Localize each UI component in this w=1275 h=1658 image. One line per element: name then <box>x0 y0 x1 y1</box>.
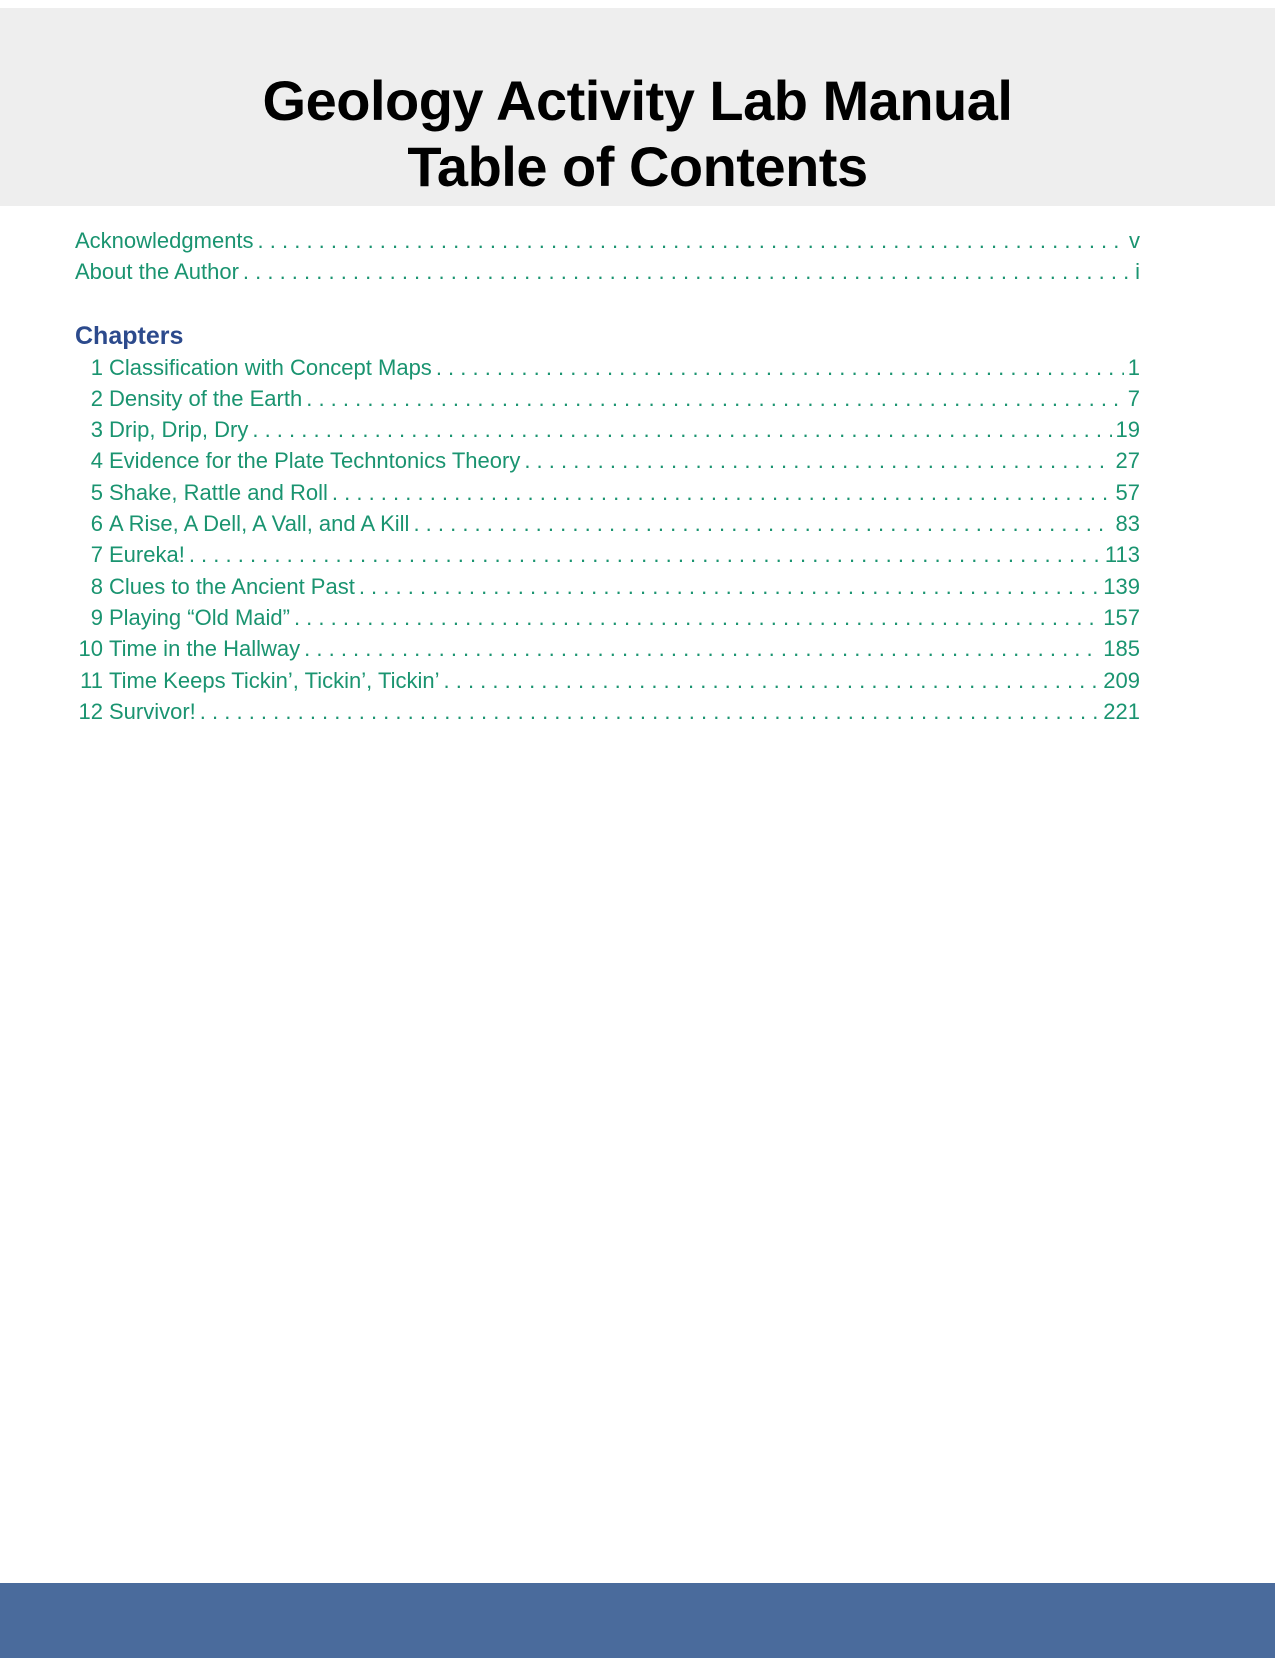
dot-leader <box>294 605 1099 631</box>
toc-entry-about-the-author[interactable] <box>75 259 1140 290</box>
dot-leader <box>359 574 1099 600</box>
chapters-heading: Chapters <box>75 321 184 350</box>
chapter-page: 27 <box>1115 448 1140 474</box>
dot-leader <box>258 228 1125 254</box>
toc-entry-label: About the Author <box>75 259 239 285</box>
chapter-title: Time Keeps Tickin’, Tickin’, Tickin’ <box>109 667 440 693</box>
toc-chapter-8[interactable] <box>75 574 1140 605</box>
chapter-number: 11 <box>80 667 103 693</box>
chapter-page: 1 <box>1127 354 1140 380</box>
chapter-number: 2 <box>90 385 103 411</box>
chapter-page: 221 <box>1103 698 1140 724</box>
toc-entry-label: Acknowledgments <box>75 228 254 253</box>
chapter-title: Drip, Drip, Dry <box>109 417 249 443</box>
dot-leader <box>306 386 1124 412</box>
table-of-contents <box>75 228 1140 730</box>
chapter-page: 209 <box>1103 667 1140 693</box>
chapter-page: 157 <box>1103 604 1140 630</box>
dot-leader <box>413 511 1111 537</box>
chapter-title: Shake, Rattle and Roll <box>109 479 328 505</box>
dot-leader <box>200 699 1099 725</box>
chapter-number: 10 <box>78 636 103 662</box>
dot-leader <box>436 355 1124 381</box>
toc-chapter-11[interactable] <box>75 668 1140 699</box>
chapter-number: 4 <box>90 448 103 474</box>
title-line-1: Geology Activity Lab Manual <box>262 69 1013 132</box>
dot-leader <box>243 259 1131 285</box>
dot-leader <box>444 668 1100 694</box>
chapter-title: Playing “Old Maid” <box>109 604 290 630</box>
chapter-number: 1 <box>90 354 103 380</box>
chapter-title: Survivor! <box>109 698 196 724</box>
chapter-title: Evidence for the Plate Techntonics Theory <box>109 448 521 474</box>
chapter-number: 7 <box>90 542 103 568</box>
chapter-number: 5 <box>90 479 103 505</box>
dot-leader <box>524 448 1111 474</box>
chapter-number: 6 <box>90 511 103 537</box>
toc-chapter-2[interactable] <box>75 386 1140 417</box>
dot-leader <box>252 417 1111 443</box>
chapter-title: Clues to the Ancient Past <box>109 573 355 599</box>
toc-chapter-4[interactable] <box>75 448 1140 479</box>
toc-entry-page: i <box>1135 259 1140 285</box>
toc-chapter-5[interactable] <box>75 480 1140 511</box>
chapter-title: A Rise, A Dell, A Vall, and A Kill <box>109 511 410 537</box>
toc-chapter-6[interactable] <box>75 511 1140 542</box>
chapter-number: 12 <box>78 698 103 724</box>
toc-chapter-9[interactable] <box>75 605 1140 636</box>
chapter-page: 7 <box>1127 385 1140 411</box>
toc-chapter-10[interactable] <box>75 636 1140 667</box>
chapter-page: 83 <box>1115 511 1140 537</box>
toc-chapter-7[interactable] <box>75 542 1140 573</box>
chapter-page: 139 <box>1103 573 1140 599</box>
chapter-title: Classification with Concept Maps <box>109 354 432 380</box>
chapter-title: Density of the Earth <box>109 385 303 411</box>
chapter-title: Eureka! <box>109 542 185 568</box>
chapter-number: 8 <box>90 573 103 599</box>
toc-chapter-3[interactable] <box>75 417 1140 448</box>
chapter-page: 113 <box>1104 542 1140 568</box>
toc-entry-acknowledgments[interactable] <box>75 228 1140 259</box>
chapter-page: 185 <box>1103 636 1140 662</box>
chapter-number: 9 <box>90 604 103 630</box>
footer-band <box>0 1583 1275 1658</box>
title-line-2: Table of Contents <box>407 135 868 198</box>
toc-chapter-1[interactable] <box>75 355 1140 386</box>
dot-leader <box>304 636 1099 662</box>
chapter-page: 57 <box>1115 479 1140 505</box>
dot-leader <box>189 542 1101 568</box>
chapter-page: 19 <box>1115 417 1140 443</box>
toc-entry-page: v <box>1129 228 1140 253</box>
page-title <box>0 68 1275 200</box>
dot-leader <box>332 480 1112 506</box>
toc-chapter-12[interactable] <box>75 699 1140 730</box>
chapter-number: 3 <box>90 417 103 443</box>
chapter-title: Time in the Hallway <box>109 636 301 662</box>
